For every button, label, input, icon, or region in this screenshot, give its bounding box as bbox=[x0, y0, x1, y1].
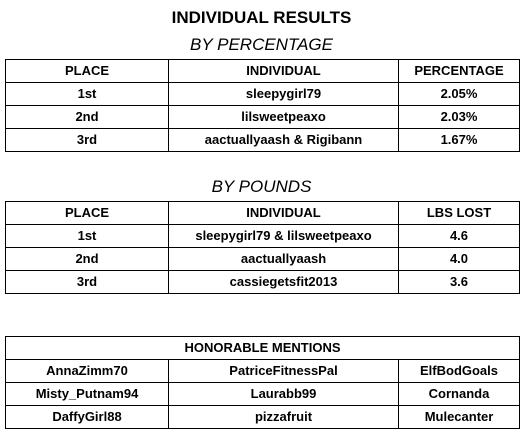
mention-cell: Misty_Putnam94 bbox=[6, 383, 169, 406]
table-header-row bbox=[6, 60, 520, 83]
place-cell: 1st bbox=[6, 225, 169, 248]
table-row bbox=[6, 129, 520, 152]
table-row bbox=[6, 83, 520, 106]
table-row bbox=[6, 383, 520, 406]
table-row bbox=[6, 271, 520, 294]
individual-cell: sleepygirl79 bbox=[169, 83, 399, 106]
percentage-section-title: BY PERCENTAGE bbox=[190, 35, 333, 54]
table-row bbox=[6, 106, 520, 129]
place-column-header: PLACE bbox=[6, 202, 169, 225]
mention-cell: Cornanda bbox=[399, 383, 520, 406]
percentage-cell: 2.05% bbox=[399, 83, 520, 106]
individual-cell: lilsweetpeaxo bbox=[169, 106, 399, 129]
mention-cell: ElfBodGoals bbox=[399, 360, 520, 383]
individual-column-header: INDIVIDUAL bbox=[169, 60, 399, 83]
table-row bbox=[6, 360, 520, 383]
table-header-row bbox=[6, 202, 520, 225]
percentage-cell: 2.03% bbox=[399, 106, 520, 129]
mention-cell: AnnaZimm70 bbox=[6, 360, 169, 383]
pounds-results-table bbox=[5, 201, 520, 294]
place-cell: 3rd bbox=[6, 271, 169, 294]
table-row bbox=[6, 225, 520, 248]
individual-cell: cassiegetsfit2013 bbox=[169, 271, 399, 294]
place-cell: 3rd bbox=[6, 129, 169, 152]
place-cell: 2nd bbox=[6, 106, 169, 129]
individual-column-header: INDIVIDUAL bbox=[169, 202, 399, 225]
percentage-results-table bbox=[5, 59, 520, 152]
place-cell: 2nd bbox=[6, 248, 169, 271]
table-header-row bbox=[6, 337, 520, 360]
table-row bbox=[6, 248, 520, 271]
mention-cell: DaffyGirl88 bbox=[6, 406, 169, 429]
table-row bbox=[6, 406, 520, 429]
lbs-lost-cell: 3.6 bbox=[399, 271, 520, 294]
place-column-header: PLACE bbox=[6, 60, 169, 83]
individual-cell: sleepygirl79 & lilsweetpeaxo bbox=[169, 225, 399, 248]
percentage-cell: 1.67% bbox=[399, 129, 520, 152]
mention-cell: pizzafruit bbox=[169, 406, 399, 429]
mention-cell: PatriceFitnessPal bbox=[169, 360, 399, 383]
individual-cell: aactuallyaash bbox=[169, 248, 399, 271]
honorable-mentions-table bbox=[5, 336, 520, 429]
percentage-column-header: PERCENTAGE bbox=[399, 60, 520, 83]
page-title: INDIVIDUAL RESULTS bbox=[171, 8, 352, 27]
lbs-lost-cell: 4.6 bbox=[399, 225, 520, 248]
place-cell: 1st bbox=[6, 83, 169, 106]
pounds-section-title: BY POUNDS bbox=[211, 177, 312, 196]
lbs-lost-cell: 4.0 bbox=[399, 248, 520, 271]
honorable-mentions-header: HONORABLE MENTIONS bbox=[6, 337, 520, 360]
individual-cell: aactuallyaash & Rigibann bbox=[169, 129, 399, 152]
lbs-lost-column-header: LBS LOST bbox=[399, 202, 520, 225]
mention-cell: Laurabb99 bbox=[169, 383, 399, 406]
mention-cell: Mulecanter bbox=[399, 406, 520, 429]
